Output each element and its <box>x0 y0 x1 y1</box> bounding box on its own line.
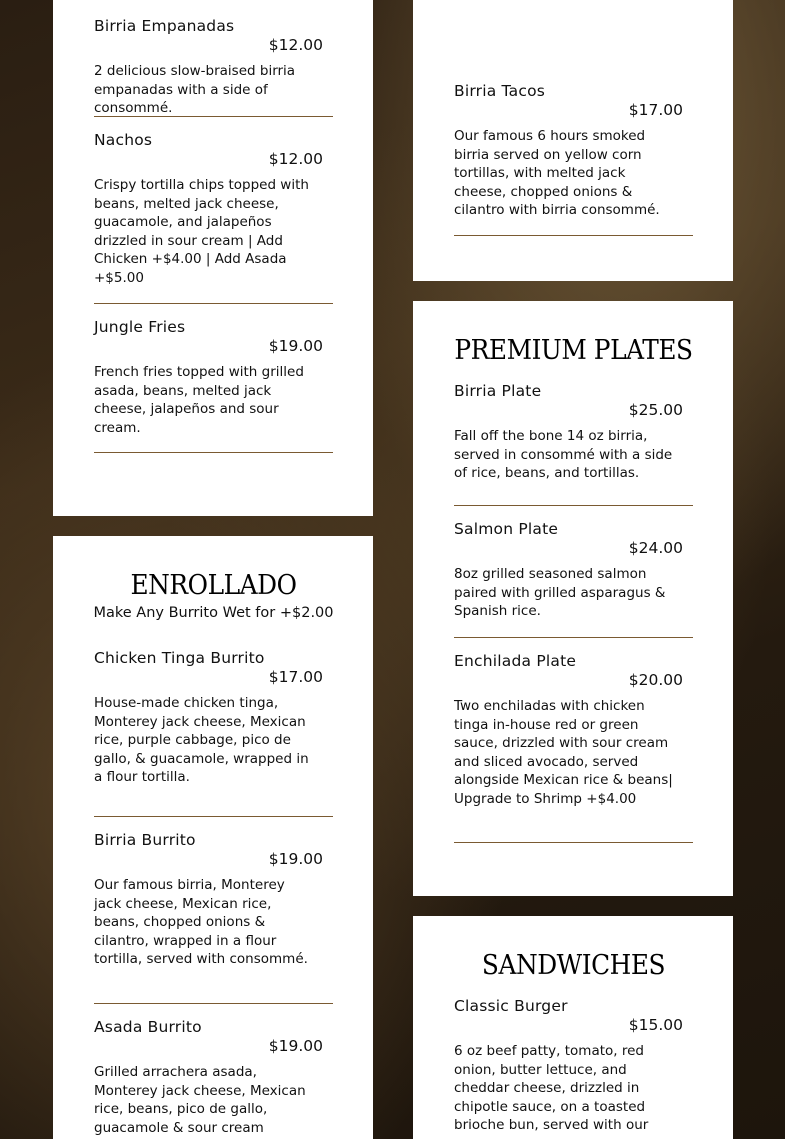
menu-card-sandwiches <box>413 916 733 1139</box>
item-description: Grilled arrachera asada, Monterey jack cheese, Mexican rice, beans, pico de gallo, guacamole & sour cream <box>94 1064 306 1136</box>
item-name: Salmon Plate <box>454 520 559 538</box>
item-price: $24.00 <box>628 539 683 557</box>
item-name: Birria Plate <box>454 382 542 400</box>
menu-card-appetizers <box>53 0 373 516</box>
menu-item <box>94 0 333 117</box>
menu-item <box>454 0 693 236</box>
section-subtitle: Make Any Burrito Wet for +$2.00 <box>93 605 334 621</box>
item-price: $25.00 <box>628 401 683 419</box>
menu-item <box>94 621 333 817</box>
item-name: Enchilada Plate <box>454 652 577 670</box>
item-description: Crispy tortilla chips topped with beans, melted jack cheese, guacamole, and jalapeños drizzled in sour cream | Add Chicken +$4.00 | Add Asada +$5.00 <box>94 177 309 286</box>
item-price: $19.00 <box>268 1037 323 1055</box>
menu-card-premium-plates <box>413 301 733 896</box>
menu-item <box>454 638 693 843</box>
item-description: French fries topped with grilled asada, beans, melted jack cheese, jalapeños and sour cream. <box>94 364 304 436</box>
item-price: $19.00 <box>268 337 323 355</box>
item-description: Fall off the bone 14 oz birria, served in consommé with a side of rice, beans, and tortillas. <box>454 428 673 481</box>
item-name: Chicken Tinga Burrito <box>94 649 265 667</box>
item-price: $17.00 <box>628 101 683 119</box>
menu-item <box>94 817 333 1004</box>
item-price: $15.00 <box>628 1016 683 1034</box>
item-name: Birria Empanadas <box>94 17 235 35</box>
item-name: Jungle Fries <box>94 318 186 336</box>
item-name: Nachos <box>94 131 153 149</box>
item-description: Our famous 6 hours smoked birria served on yellow corn tortillas, with melted jack cheese, chopped onions & cilantro with birria consommé. <box>454 128 660 218</box>
item-description: House-made chicken tinga, Monterey jack cheese, Mexican rice, purple cabbage, pico de gallo, & guacamole, wrapped in a flour tortilla. <box>94 695 309 785</box>
menu-card-tacos <box>413 0 733 281</box>
item-price: $12.00 <box>268 36 323 54</box>
item-name: Birria Tacos <box>454 82 546 100</box>
item-name: Asada Burrito <box>94 1018 202 1036</box>
menu-card-enrollado <box>53 536 373 1139</box>
menu-item <box>94 1004 333 1137</box>
item-name: Birria Burrito <box>94 831 196 849</box>
item-price: $12.00 <box>268 150 323 168</box>
item-description: Our famous birria, Monterey jack cheese, Mexican rice, beans, chopped onions & cilantro, wrapped in a flour tortilla, served with consommé. <box>94 877 308 967</box>
menu-item <box>454 981 693 1135</box>
menu-item <box>454 366 693 506</box>
item-name: Classic Burger <box>454 997 568 1015</box>
item-description: 6 oz beef patty, tomato, red onion, butter lettuce, and cheddar cheese, drizzled in chipotle sauce, on a toasted brioche bun, served with our <box>454 1043 649 1133</box>
item-price: $19.00 <box>268 850 323 868</box>
menu-item <box>94 304 333 453</box>
item-description: Two enchiladas with chicken tinga in-house red or green sauce, drizzled with sour cream and sliced avocado, served alongside Mexican rice & beans| Upgrade to Shrimp +$4.00 <box>454 698 673 807</box>
section-title: PREMIUM PLATES <box>454 335 693 366</box>
section-title: SANDWICHES <box>481 950 666 981</box>
item-description: 2 delicious slow-braised birria empanadas with a side of consommé. <box>94 63 296 116</box>
item-description: 8oz grilled seasoned salmon paired with grilled asparagus & Spanish rice. <box>454 566 666 619</box>
section-title: ENROLLADO <box>130 570 297 601</box>
menu-item <box>94 117 333 304</box>
menu-item <box>454 506 693 638</box>
item-price: $20.00 <box>628 671 683 689</box>
item-price: $17.00 <box>268 668 323 686</box>
